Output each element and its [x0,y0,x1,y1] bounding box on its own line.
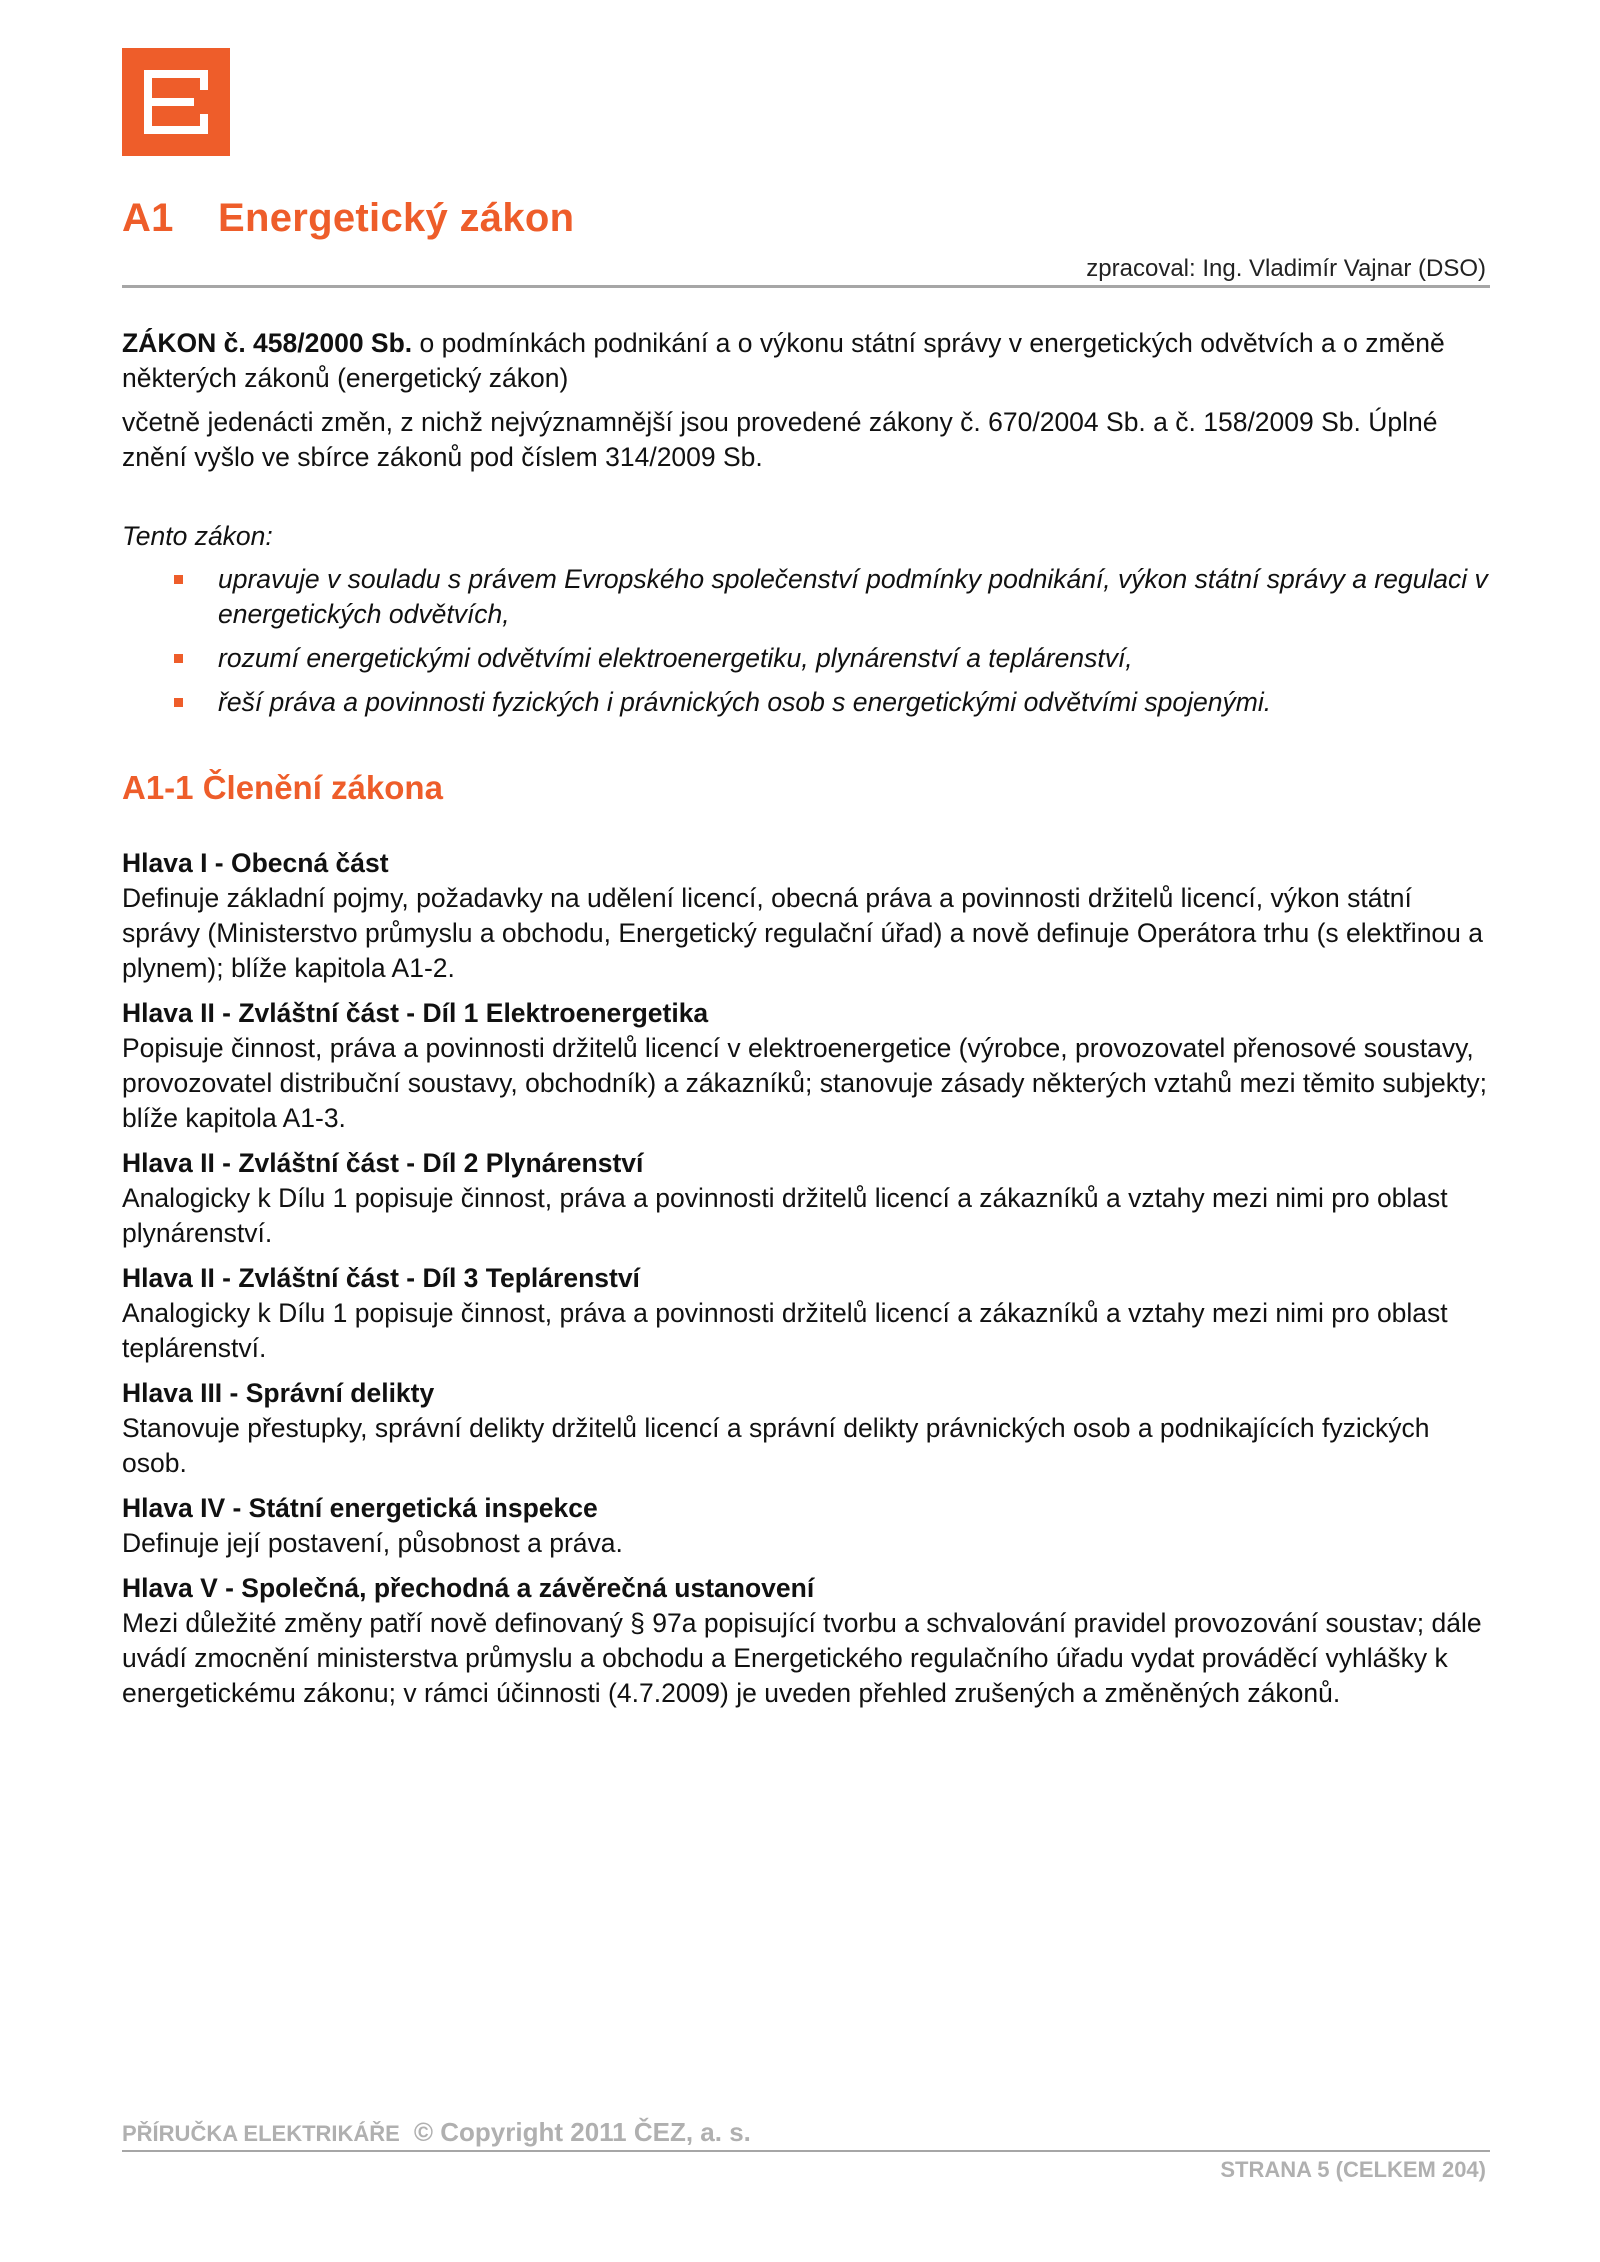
list-item [122,641,1488,676]
list-item [122,685,1488,720]
law-part [122,1146,1488,1251]
chapter-number: A1 [122,196,174,240]
law-description: o podmínkách podnikání a o výkonu státní správy v energetických odvětvích a o změně některých zákonů (energetický zákon) [122,328,1445,393]
law-part-title: Hlava II - Zvláštní část - Díl 3 Teplárenství [122,1263,640,1293]
law-number: ZÁKON č. 458/2000 Sb. [122,328,413,358]
header-divider [122,285,1490,288]
law-part-title: Hlava V - Společná, přechodná a závěrečná ustanovení [122,1573,815,1603]
section-heading: A1-1 Členění zákona [122,769,443,806]
law-part-text: Stanovuje přestupky, správní delikty držitelů licencí a správní delikty právnických osob a podnikajících fyzických osob. [122,1413,1430,1478]
bullet-square-icon [174,698,183,707]
chapter-title [122,196,574,241]
law-part [122,1261,1488,1366]
law-paragraph [122,326,1488,396]
law-part-text: Definuje její postavení, působnost a práva. [122,1528,623,1558]
cez-logo-graphic [122,48,230,156]
law-part [122,996,1488,1136]
footer-book-title [122,2117,751,2148]
intro-label: Tento zákon: [122,521,273,551]
law-changes-paragraph: včetně jedenácti změn, z nichž nejvýznamnější jsou provedené zákony č. 670/2004 Sb. a č. 158/2009 Sb. Úplné znění vyšlo ve sbírce zákonů pod číslem 314/2009 Sb. [122,407,1438,472]
cez-logo-icon [122,48,230,156]
law-part-text: Definuje základní pojmy, požadavky na udělení licencí, obecná práva a povinnosti držitelů licencí, výkon státní správy (Ministerstvo průmyslu a obchodu, Energetický regulační úřad) a nově definuje Operátora trhu (s elektřinou a plynem); blíže kapitola A1-2. [122,883,1484,983]
law-part-title: Hlava I - Obecná část [122,848,389,878]
bullet-square-icon [174,654,183,663]
law-part-title: Hlava II - Zvláštní část - Díl 2 Plynárenství [122,1148,644,1178]
law-part-text: Analogicky k Dílu 1 popisuje činnost, práva a povinnosti držitelů licencí a zákazníků a vztahy mezi nimi pro oblast teplárenství. [122,1298,1448,1363]
list-item-text: rozumí energetickými odvětvími elektroenergetiku, plynárenství a teplárenství, [218,643,1133,673]
chapter-title-text: Energetický zákon [218,196,575,240]
law-part-title: Hlava III - Správní delikty [122,1378,435,1408]
list-item [122,562,1488,632]
law-part-text: Mezi důležité změny patří nově definovaný § 97a popisující tvorbu a schvalování pravidel provozování soustav; dále uvádí zmocnění ministerstva průmyslu a obchodu a Energetického regulačního úřadu vydat prováděcí vyhlášky k energetickému zákonu; v rámci účinnosti (4.7.2009) je uveden přehled zrušených a změněných zákonů. [122,1608,1482,1708]
law-part [122,846,1488,986]
law-part-title: Hlava IV - Státní energetická inspekce [122,1493,598,1523]
page-content [122,326,1488,1721]
law-part [122,1571,1488,1711]
law-part-text: Popisuje činnost, práva a povinnosti držitelů licencí v elektroenergetice (výrobce, provozovatel přenosové soustavy, provozovatel distribuční soustavy, obchodník) a zákazníků; stanovuje zásady některých vztahů mezi těmito subjekty; blíže kapitola A1-3. [122,1033,1487,1133]
bullet-square-icon [174,575,183,584]
law-part [122,1491,1488,1561]
intro-bullet-list [122,562,1488,720]
law-part-text: Analogicky k Dílu 1 popisuje činnost, práva a povinnosti držitelů licencí a zákazníků a vztahy mezi nimi pro oblast plynárenství. [122,1183,1448,1248]
footer-divider [122,2150,1490,2152]
list-item-text: upravuje v souladu s právem Evropského společenství podmínky podnikání, výkon státní správy a regulaci v energetických odvětvích, [218,564,1488,629]
footer-page-number: STRANA 5 (CELKEM 204) [1220,2157,1486,2182]
law-part [122,1376,1488,1481]
footer-book-name: PŘÍRUČKA ELEKTRIKÁŘE [122,2121,400,2146]
author-line: zpracoval: Ing. Vladimír Vajnar (DSO) [1086,255,1486,282]
list-item-text: řeší práva a povinnosti fyzických i právnických osob s energetickými odvětvími spojenými. [218,687,1272,717]
law-part-title: Hlava II - Zvláštní část - Díl 1 Elektroenergetika [122,998,709,1028]
footer-copyright: © Copyright 2011 ČEZ, a. s. [413,2117,751,2147]
